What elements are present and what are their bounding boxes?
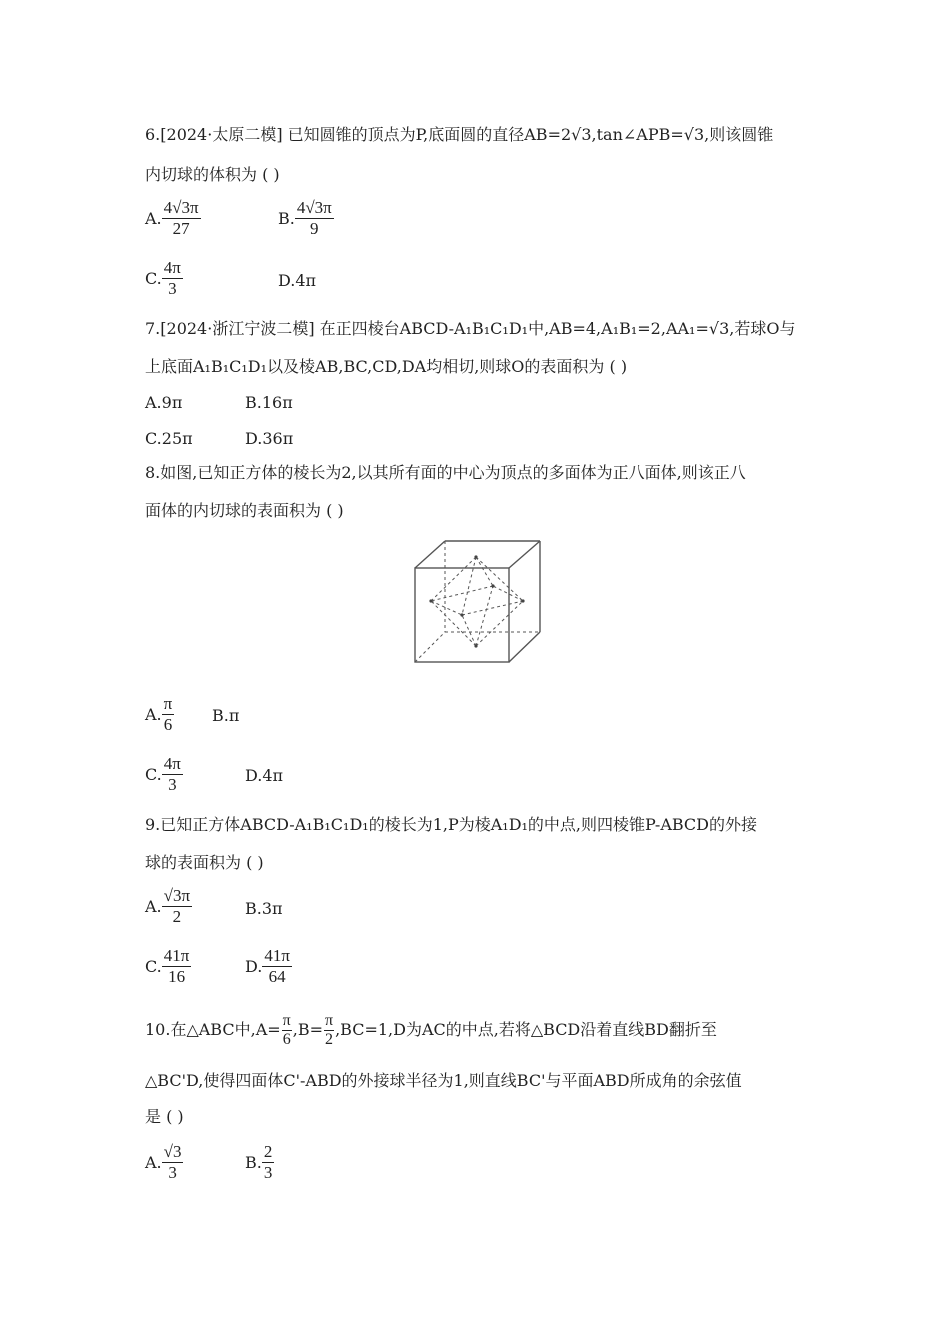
q8-option-c-label: C. [145, 764, 162, 784]
q10-frac-b-num: π [324, 1012, 334, 1029]
q8-option-c-fraction [162, 754, 183, 795]
q8-option-c[interactable] [145, 754, 183, 795]
q9-option-d-den: 64 [268, 967, 286, 986]
q9-option-a-fraction [162, 886, 192, 927]
q10-option-b-label: B. [245, 1152, 262, 1172]
q10-option-b-den: 3 [263, 1163, 273, 1182]
q10-line3: 是 ( ) [145, 1107, 184, 1126]
q9-option-c-label: C. [145, 956, 162, 976]
q8-option-a-den: 6 [163, 715, 173, 734]
q10-line1-part-b: ,B= [292, 1020, 323, 1039]
q6-option-b[interactable] [278, 198, 334, 239]
q10-frac-a-num: π [282, 1012, 291, 1029]
q10-option-b-fraction [262, 1142, 275, 1183]
q6-option-b-label: B. [278, 208, 295, 228]
q10-line1-part-c: ,BC=1,D为AC的中点,若将△BCD沿着直线BD翻折至 [335, 1020, 717, 1039]
q9-option-c[interactable] [145, 946, 191, 987]
q6-option-a-label: A. [145, 208, 162, 228]
q9-option-d[interactable] [245, 946, 292, 987]
q8-option-a-num: π [163, 694, 173, 713]
q8-option-b[interactable]: B.π [212, 706, 240, 725]
q6-option-c-fraction [162, 258, 183, 299]
q6-option-c-den: 3 [168, 279, 177, 298]
q9-option-d-fraction [262, 946, 292, 987]
q8-option-a[interactable] [145, 694, 174, 735]
q10-option-a[interactable] [145, 1142, 183, 1183]
q8-line1: 8.如图,已知正方体的棱长为2,以其所有面的中心为顶点的多面体为正八面体,则该正八 [145, 463, 746, 482]
q9-line1: 9.已知正方体ABCD-A₁B₁C₁D₁的棱长为1,P为棱A₁D₁的中点,则四棱锥P-ABCD的外接 [145, 815, 757, 834]
q6-option-c-label: C. [145, 268, 162, 288]
q8-option-d[interactable]: D.4π [245, 766, 284, 785]
q10-option-a-den: 3 [168, 1163, 177, 1182]
q9-option-c-den: 16 [168, 967, 186, 986]
q9-option-d-num: 41π [264, 946, 290, 965]
q9-option-c-fraction [162, 946, 192, 987]
q6-option-a-den: 27 [172, 219, 190, 238]
q6-option-b-num: 4√3π [296, 198, 332, 217]
q10-line2: △BC'D,使得四面体C'-ABD的外接球半径为1,则直线BC'与平面ABD所成角的余弦值 [145, 1071, 742, 1090]
q10-option-b-num: 2 [263, 1142, 273, 1161]
q8-option-a-label: A. [145, 704, 162, 724]
q10-option-a-num: √3 [163, 1142, 182, 1161]
q10-frac-b-den: 2 [325, 1031, 334, 1048]
q9-option-d-label: D. [245, 956, 263, 976]
q10-line1-part-a: 10.在△ABC中,A= [145, 1020, 281, 1039]
q8-line2: 面体的内切球的表面积为 ( ) [145, 501, 344, 520]
q9-line2: 球的表面积为 ( ) [145, 853, 264, 872]
q10-frac-a [282, 1012, 292, 1049]
q6-option-b-den: 9 [310, 219, 319, 238]
cube-octahedron-figure [412, 538, 544, 666]
q7-line2: 上底面A₁B₁C₁D₁以及棱AB,BC,CD,DA均相切,则球O的表面积为 ( ) [145, 357, 628, 376]
q6-option-a-num: 4√3π [163, 198, 199, 217]
q7-option-b[interactable]: B.16π [245, 393, 293, 412]
q6-line1: 6.[2024·太原二模] 已知圆锥的顶点为P,底面圆的直径AB=2√3,tan∠APB=√3,则该圆锥 [145, 125, 774, 144]
q10-option-a-label: A. [145, 1152, 162, 1172]
q8-option-c-den: 3 [168, 775, 177, 794]
q9-option-a-num: √3π [163, 886, 191, 905]
q7-option-c[interactable]: C.25π [145, 429, 193, 448]
q7-option-a[interactable]: A.9π [145, 393, 183, 412]
q9-option-b[interactable]: B.3π [245, 899, 283, 918]
q10-option-a-fraction [162, 1142, 184, 1183]
q10-frac-a-den: 6 [282, 1031, 291, 1048]
q10-option-b[interactable] [245, 1142, 274, 1183]
q9-option-a-label: A. [145, 896, 162, 916]
q7-option-d[interactable]: D.36π [245, 429, 294, 448]
q8-option-c-num: 4π [163, 754, 181, 773]
q6-option-c[interactable] [145, 258, 183, 299]
q9-option-a-den: 2 [172, 907, 182, 926]
q6-option-c-num: 4π [163, 258, 181, 277]
q6-line2: 内切球的体积为 ( ) [145, 165, 280, 184]
q6-option-b-fraction [295, 198, 334, 239]
q10-frac-b [324, 1012, 334, 1049]
q7-line1: 7.[2024·浙江宁波二模] 在正四棱台ABCD-A₁B₁C₁D₁中,AB=4,A₁B₁=2,AA₁=√3,若球O与 [145, 319, 796, 338]
q8-option-a-fraction [162, 694, 175, 735]
q9-option-a[interactable] [145, 886, 192, 927]
q6-option-a[interactable] [145, 198, 201, 239]
q6-option-a-fraction [162, 198, 201, 239]
q6-option-d[interactable]: D.4π [278, 271, 317, 290]
q9-option-c-num: 41π [163, 946, 190, 965]
q10-line1 [145, 1010, 717, 1050]
